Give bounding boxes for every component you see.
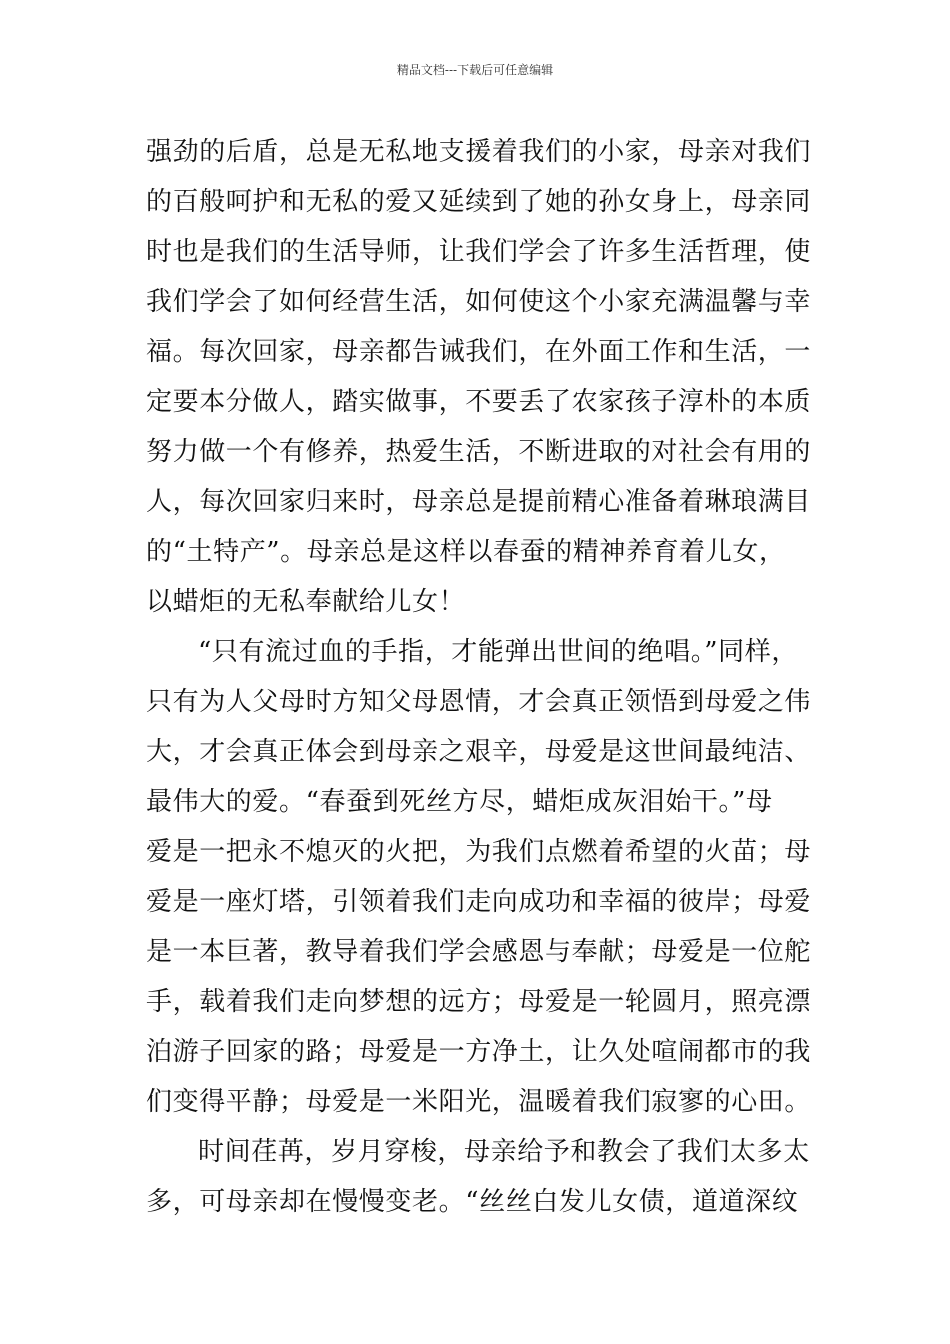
- text-line: 多，可母亲却在慢慢变老。“丝丝白发儿女债，道道深纹: [146, 1187, 799, 1217]
- text-line: 我们学会了如何经营生活，如何使这个小家充满温馨与幸: [146, 287, 812, 317]
- text-line: 的百般呵护和无私的爱又延续到了她的孙女身上，母亲同: [146, 187, 812, 217]
- text-line: 定要本分做人，踏实做事，不要丢了农家孩子淳朴的本质: [146, 387, 812, 417]
- text-line: 大，才会真正体会到母亲之艰辛，母爱是这世间最纯洁、: [146, 737, 812, 767]
- text-line: 人，每次回家归来时，母亲总是提前精心准备着琳琅满目: [146, 487, 812, 517]
- text-line: 时也是我们的生活导师，让我们学会了许多生活哲理，使: [146, 237, 812, 267]
- document-body: [146, 127, 826, 1227]
- text-line: 泊游子回家的路；母爱是一方净土，让久处喧闹都市的我: [146, 1037, 812, 1067]
- paragraph-start-line: “只有流过血的手指，才能弹出世间的绝唱。”同样，: [198, 637, 798, 667]
- text-line: 最伟大的爱。“春蚕到死丝方尽，蜡炬成灰泪始干。”母: [146, 787, 773, 817]
- text-line: 福。每次回家，母亲都告诫我们，在外面工作和生活，一: [146, 337, 812, 367]
- text-line: 爱是一座灯塔，引领着我们走向成功和幸福的彼岸；母爱: [146, 887, 812, 917]
- text-line: 强劲的后盾，总是无私地支援着我们的小家，母亲对我们: [146, 137, 812, 167]
- text-line: 只有为人父母时方知父母恩情，才会真正领悟到母爱之伟: [146, 687, 812, 717]
- text-line: 们变得平静；母爱是一米阳光，温暖着我们寂寥的心田。: [146, 1087, 812, 1117]
- text-line: 手，载着我们走向梦想的远方；母爱是一轮圆月，照亮漂: [146, 987, 812, 1017]
- text-line: 的“土特产”。母亲总是这样以春蚕的精神养育着儿女，: [146, 537, 786, 567]
- text-line: 以蜡炬的无私奉献给儿女！: [146, 587, 466, 617]
- page-header: 精品文档---下载后可任意编辑: [396, 63, 554, 77]
- paragraph-start-line: 时间荏苒，岁月穿梭，母亲给予和教会了我们太多太: [198, 1137, 810, 1167]
- text-line: 爱是一把永不熄灭的火把，为我们点燃着希望的火苗；母: [146, 837, 812, 867]
- text-line: 努力做一个有修养，热爱生活，不断进取的对社会有用的: [146, 437, 812, 467]
- text-line: 是一本巨著，教导着我们学会感恩与奉献；母爱是一位舵: [146, 937, 812, 967]
